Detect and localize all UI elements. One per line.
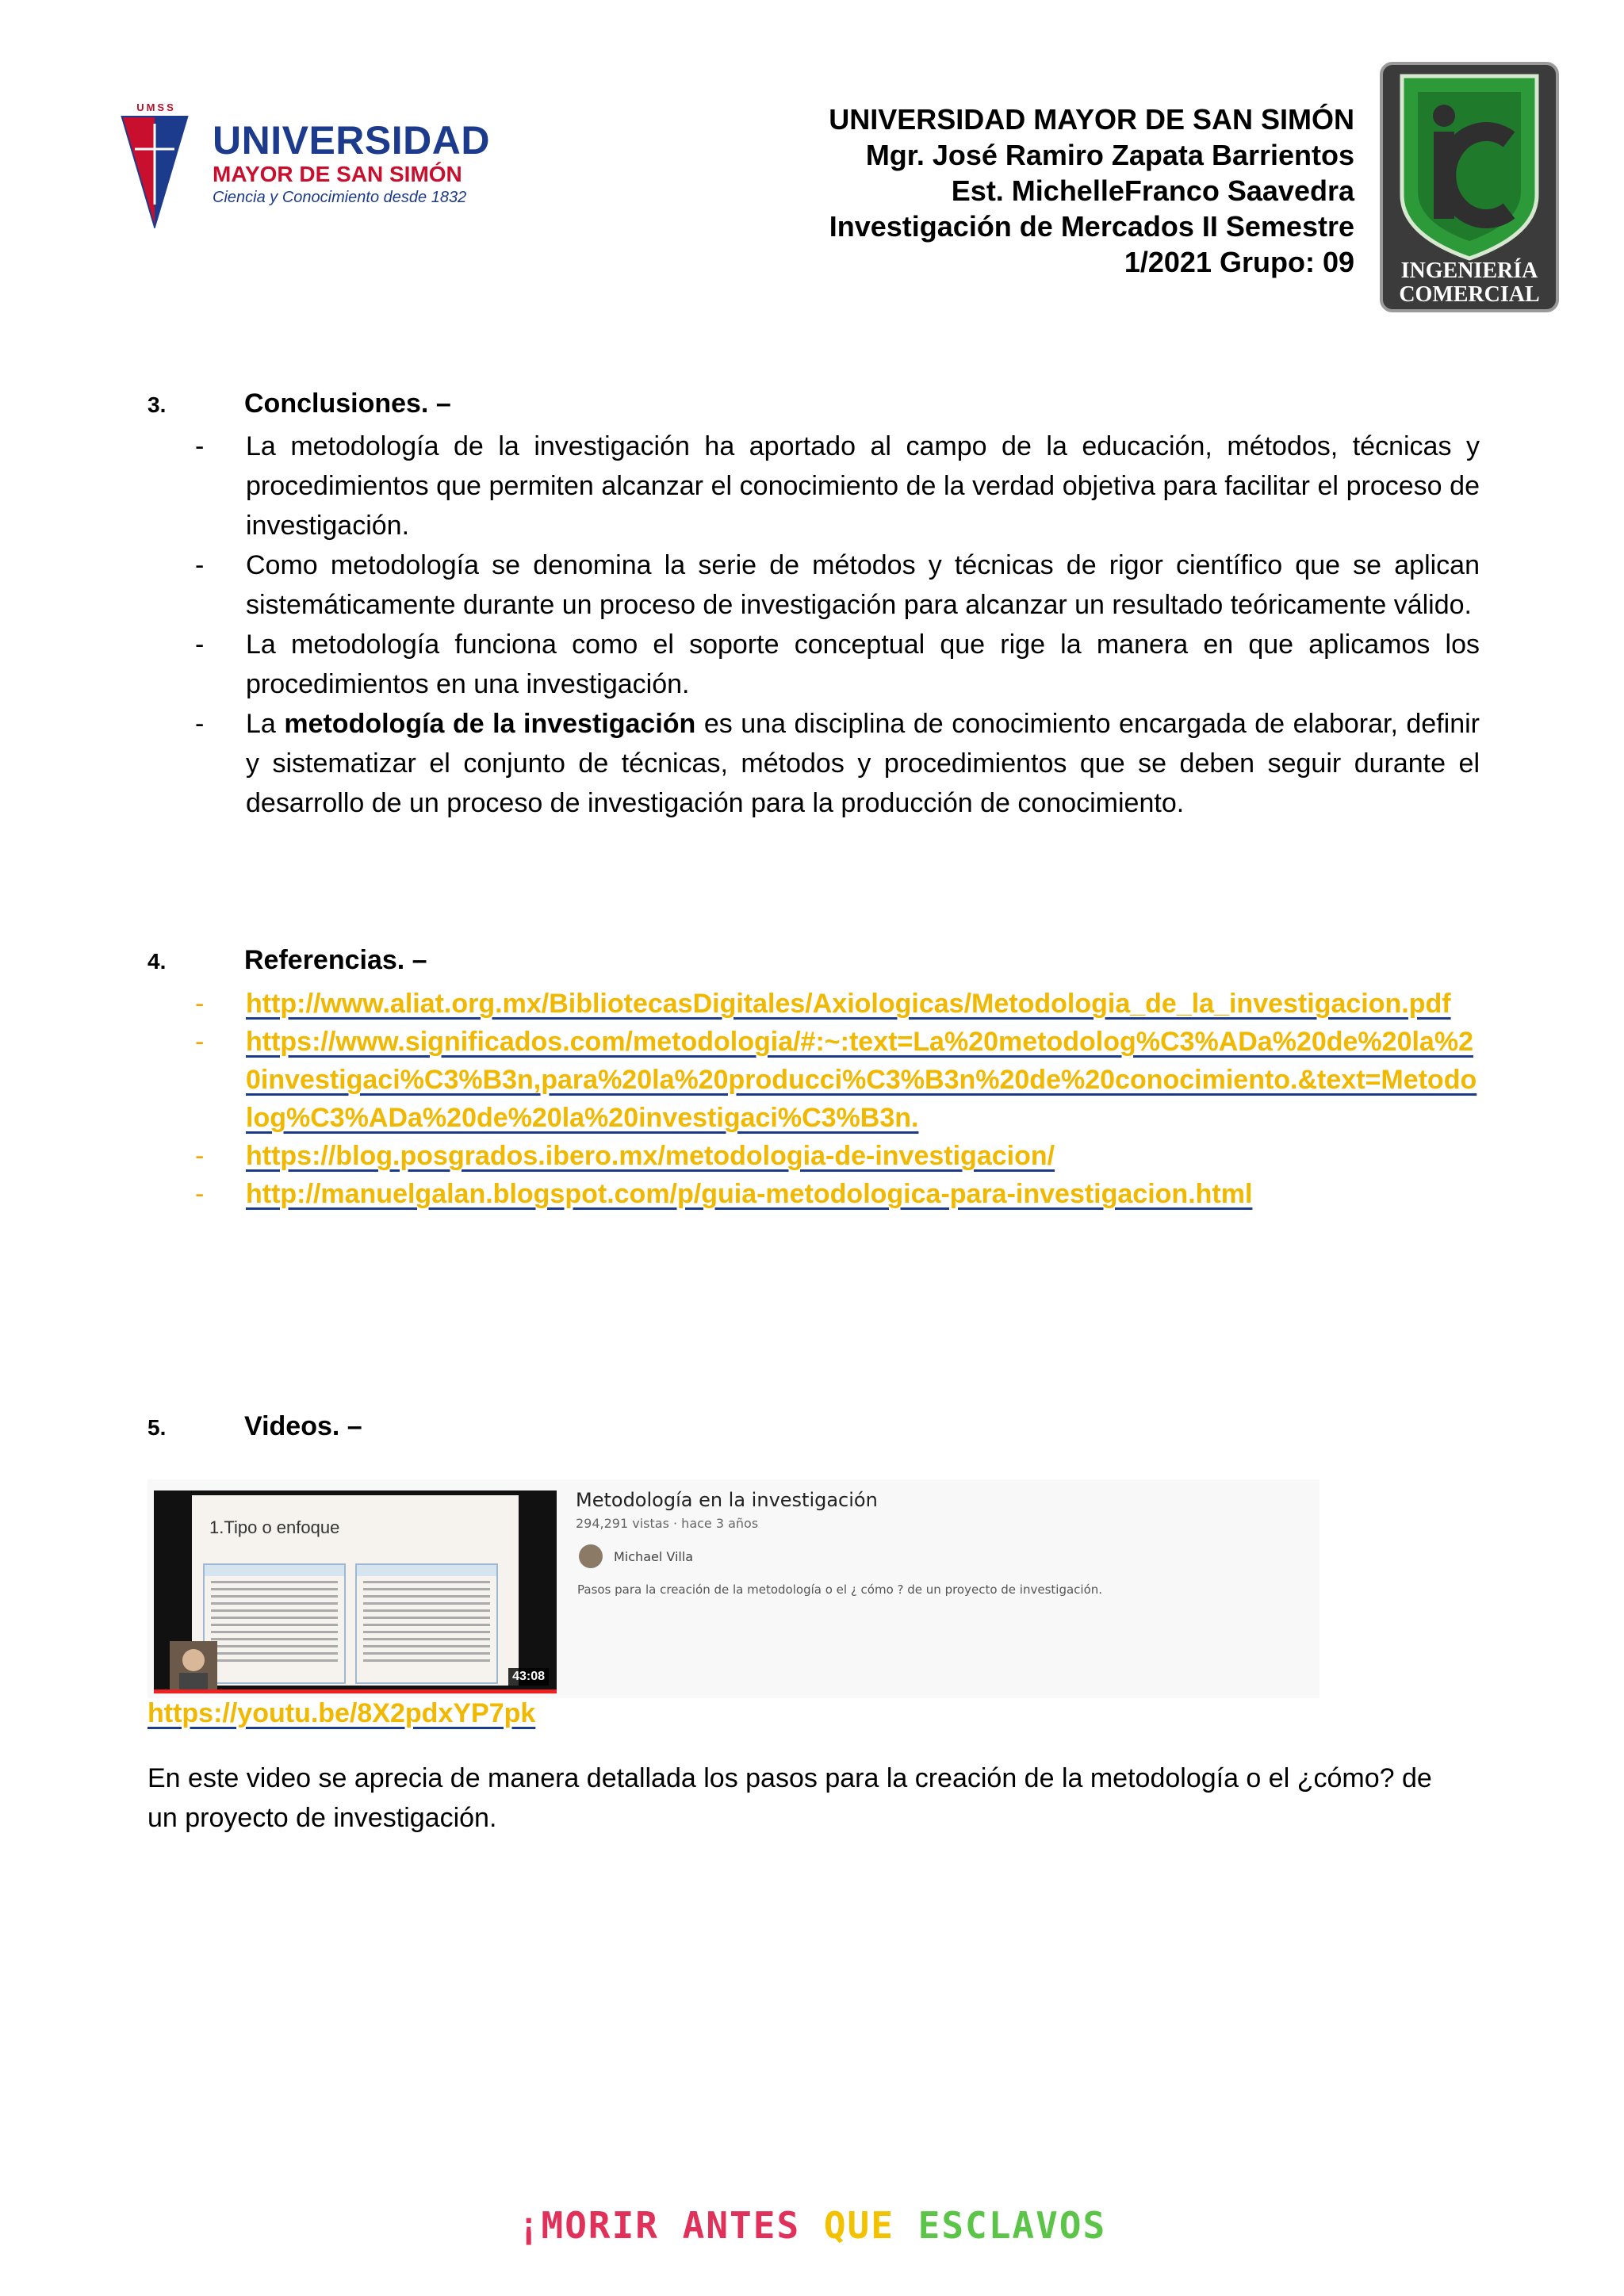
video-duration: 43:08 [508, 1668, 549, 1686]
motto-part1: ¡MORIR ANTES [517, 2204, 824, 2247]
video-title[interactable]: Metodología en la investigación [576, 1489, 878, 1511]
references-list [195, 985, 1480, 1213]
video-description: En este video se aprecia de manera detallada los pasos para la creación de la metodología o el ¿cómo? de un proyecto de investigación. [147, 1763, 1432, 1833]
video-link[interactable]: https://youtu.be/8X2pdxYP7pk [147, 1698, 536, 1728]
ic-logo-line2: COMERCIAL [1399, 282, 1540, 307]
channel-name[interactable]: Michael Villa [614, 1549, 694, 1564]
references-title: Referencias. – [244, 945, 427, 975]
videos-title: Videos. – [244, 1411, 362, 1441]
reference-link[interactable]: https://blog.posgrados.ibero.mx/metodologia-de-investigacion/ [246, 1141, 1055, 1171]
reference-item: - https://blog.posgrados.ibero.mx/metodologia-de-investigacion/ [195, 1141, 1055, 1171]
umss-shield-icon [119, 101, 190, 228]
video-card[interactable] [147, 1479, 1320, 1698]
video-progress-bar [154, 1689, 557, 1693]
videos-heading [147, 1411, 362, 1442]
header-professor: Mgr. José Ramiro Zapata Barrientos [865, 139, 1354, 171]
umss-name-line1: UNIVERSIDAD [213, 118, 490, 163]
list-item: - La metodología de la investigación es una disciplina de conocimiento encargada de elaborar, definir y sistematizar el conjunto de técnicas, métodos y procedimientos que se deben seguir durante el desarrollo de un proceso de investigación para la producción de conocimiento. [195, 709, 1480, 818]
footer-motto [0, 2204, 1624, 2247]
reference-link[interactable]: http://manuelgalan.blogspot.com/p/guia-metodologica-para-investigacion.html [246, 1179, 1253, 1209]
video-description-snippet: Pasos para la creación de la metodología o el ¿ cómo ? de un proyecto de investigación. [577, 1582, 1103, 1597]
umss-tagline: Ciencia y Conocimiento desde 1832 [213, 189, 467, 206]
references-number: 4. [147, 949, 167, 974]
header-group: 1/2021 Grupo: 09 [1124, 246, 1354, 278]
slide-column [203, 1563, 346, 1684]
slide-column [355, 1563, 498, 1684]
reference-item: - http://manuelgalan.blogspot.com/p/guia-metodologica-para-investigacion.html [195, 1179, 1253, 1209]
umss-logo [119, 101, 490, 228]
conclusions-title: Conclusiones. – [244, 388, 451, 419]
conclusions-number: 3. [147, 392, 167, 417]
reference-item: - http://www.aliat.org.mx/BibliotecasDigitales/Axiologicas/Metodologia_de_la_investigacion.pdf [195, 989, 1451, 1019]
header-info [752, 101, 1354, 280]
header-university: UNIVERSIDAD MAYOR DE SAN SIMÓN [829, 103, 1354, 136]
video-meta: 294,291 vistas · hace 3 años [576, 1516, 759, 1531]
ic-logo-line1: INGENIERÍA [1400, 258, 1538, 283]
list-item: - Como metodología se denomina la serie de métodos y técnicas de rigor científico que se aplican sistemáticamente durante un proceso de investigación para alcanzar un resultado teóricamente válido. [195, 550, 1480, 620]
reference-link[interactable]: http://www.aliat.org.mx/BibliotecasDigitales/Axiologicas/Metodologia_de_la_investigacion.pdf [246, 989, 1451, 1019]
bold-term: metodología de la investigación [284, 709, 696, 739]
videos-number: 5. [147, 1415, 167, 1440]
motto-part3: ESCLAVOS [917, 2204, 1107, 2247]
ingenieria-comercial-logo [1378, 60, 1561, 314]
header-student: Est. MichelleFranco Saavedra [951, 174, 1354, 207]
video-thumbnail[interactable] [154, 1490, 557, 1693]
presenter-webcam-icon [170, 1641, 217, 1692]
reference-item: - https://www.significados.com/metodologia/#:~:text=La%20metodolog%C3%ADa%20de%20la%20investigaci%C3%B3n,para%20la%20producci%C3%B3n%20de%20conocimiento.&text=Metodolog%C3%ADa%20de%20la%20investigaci%C3%B3n. [195, 1027, 1477, 1133]
slide-title: 1.Tipo o enfoque [209, 1517, 340, 1537]
channel-avatar[interactable] [579, 1544, 603, 1568]
umss-name-line2: MAYOR DE SAN SIMÓN [213, 162, 462, 186]
references-heading [147, 945, 427, 976]
list-item: - La metodología funciona como el soporte conceptual que rige la manera en que aplicamos los procedimientos en una investigación. [195, 629, 1480, 699]
conclusions-heading [147, 388, 451, 419]
video-slide [192, 1495, 519, 1686]
header-course: Investigación de Mercados II Semestre [829, 210, 1354, 243]
reference-link[interactable]: https://www.significados.com/metodologia/#:~:text=La%20metodolog%C3%ADa%20de%20la%20investigaci%C3%B3n,para%20la%20producci%C3%B3n%20de%20conocimiento.&text=Metodolog%C3%ADa%20de%20la%20investigaci%C3%B3n. [246, 1027, 1477, 1133]
umss-acronym: UMSS [136, 101, 176, 113]
conclusions-list [195, 427, 1480, 823]
motto-part2: QUE [823, 2204, 918, 2247]
list-item: - La metodología de la investigación ha aportado al campo de la educación, métodos, técnicas y procedimientos que permiten alcanzar el conocimiento de la verdad objetiva para facilitar el proceso de investigación. [195, 431, 1480, 541]
